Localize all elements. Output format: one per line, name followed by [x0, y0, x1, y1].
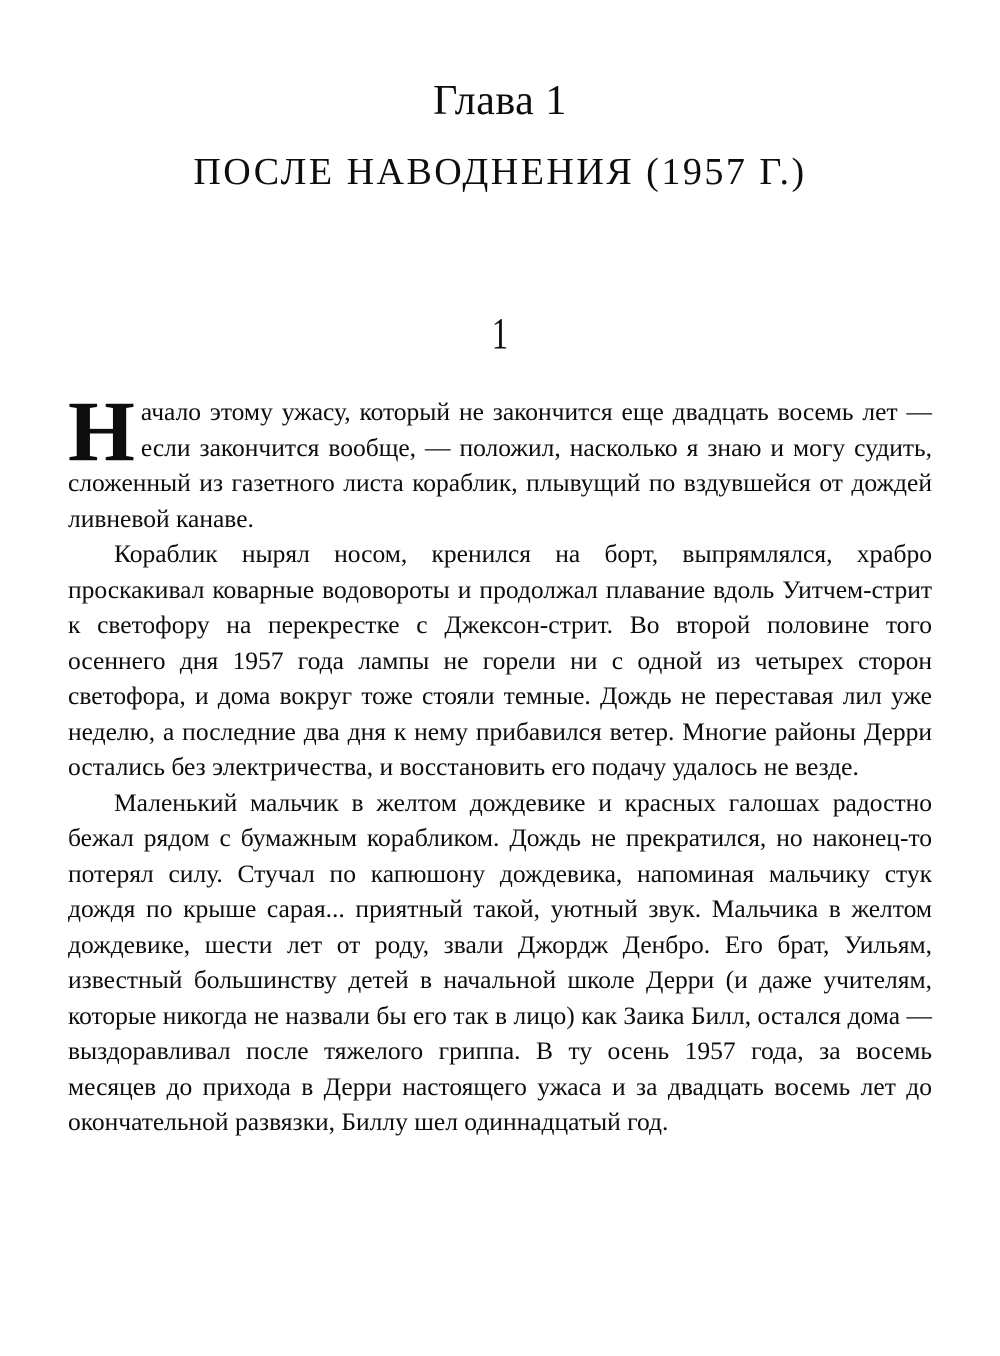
section-number: 1 — [491, 309, 509, 359]
chapter-heading — [0, 0, 1000, 194]
drop-cap: Н — [68, 383, 135, 480]
paragraph-1-text: ачало этому ужасу, который не закончится еще двадцать восемь лет — если закончится вообще, — положил, насколько я знаю и могу судить, сложенный из газетного листа кораблик, плывущий по вздувшейся от дождей ливневой канаве. — [68, 397, 932, 533]
chapter-number: Глава 1 — [433, 78, 567, 124]
paragraph-3: Маленький мальчик в желтом дождевике и красных галошах радостно бежал рядом с бумажным корабликом. Дождь не прекратился, но наконец-то потерял силу. Стучал по капюшону дождевика, напоминая мальчику стук дождя по крыше сарая... приятный такой, уютный звук. Мальчика в желтом дождевике, шести лет от роду, звали Джордж Денбро. Его брат, Уильям, известный большинству детей в начальной школе Дерри (и даже учителям, которые никогда не назвали бы его так в лицо) как Заика Билл, остался дома — выздоравливал после тяжелого гриппа. В ту осень 1957 года, за восемь месяцев до прихода в Дерри настоящего ужаса и за двадцать восемь лет до окончательной развязки, Биллу шел одиннадцатый год. — [68, 787, 932, 1137]
paragraph-2: Кораблик нырял носом, кренился на борт, выпрямлялся, храбро проскакивал коварные водовороты и продолжал плавание вдоль Уитчем-стрит к светофору на перекрестке с Джексон-стрит. Во второй половине того осеннего дня 1957 года лампы не горели ни с одной из четырех сторон светофора, и дома вокруг тоже стояли темные. Дождь не переставая лил уже неделю, а последние два дня к нему прибавился ветер. Многие районы Дерри остались без электричества, и восстановить его подачу удалось не везде. — [68, 539, 932, 782]
chapter-body — [68, 383, 932, 1140]
chapter-title: ПОСЛЕ НАВОДНЕНИЯ (1957 Г.) — [193, 151, 807, 194]
paragraph-1 — [68, 383, 932, 536]
